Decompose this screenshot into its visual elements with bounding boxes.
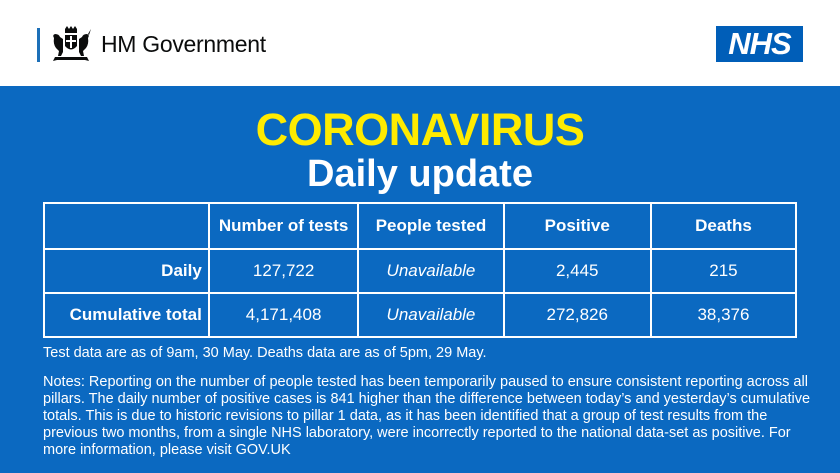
page-subtitle: Daily update: [307, 153, 533, 195]
royal-crest-icon: [50, 26, 92, 64]
cell-tests: 4,171,408: [209, 293, 359, 337]
cell-people-tested: Unavailable: [358, 293, 503, 337]
column-header-deaths: Deaths: [651, 203, 796, 249]
row-label: Daily: [44, 249, 209, 293]
table-header-row: [44, 203, 796, 249]
cell-deaths: 38,376: [651, 293, 796, 337]
cell-positive: 272,826: [504, 293, 651, 337]
row-label: Cumulative total: [44, 293, 209, 337]
cell-deaths: 215: [651, 249, 796, 293]
nhs-logo: NHS: [716, 26, 803, 62]
hm-government-label: HM Government: [101, 31, 266, 57]
column-header-tests: Number of tests: [209, 203, 359, 249]
column-header-empty: [44, 203, 209, 249]
cell-tests: 127,722: [209, 249, 359, 293]
cell-positive: 2,445: [504, 249, 651, 293]
column-header-positive: Positive: [504, 203, 651, 249]
page-title: CORONAVIRUS: [255, 104, 585, 155]
header: [0, 0, 840, 86]
gov-brand-bar: [37, 28, 40, 62]
table-row-cumulative: [44, 293, 796, 337]
table-row-daily: [44, 249, 796, 293]
cell-people-tested: Unavailable: [358, 249, 503, 293]
update-panel: [0, 86, 840, 473]
notes-text: Notes: Reporting on the number of people tested has been temporarily paused to ensure consistent reporting across all pillars. The daily number of positive cases is 841 higher than the difference between today’s and yesterday’s cumulative totals. This is due to historic revisions to pillar 1 data, as it has been identified that a group of test results from the previous two months, from a single NHS laboratory, were incorrectly reported to the national data-set as positive. For more information, please visit GOV.UK: [43, 374, 811, 458]
stats-table: [43, 202, 797, 338]
data-timestamp-note: Test data are as of 9am, 30 May. Deaths data are as of 5pm, 29 May.: [43, 345, 487, 361]
column-header-people-tested: People tested: [358, 203, 503, 249]
